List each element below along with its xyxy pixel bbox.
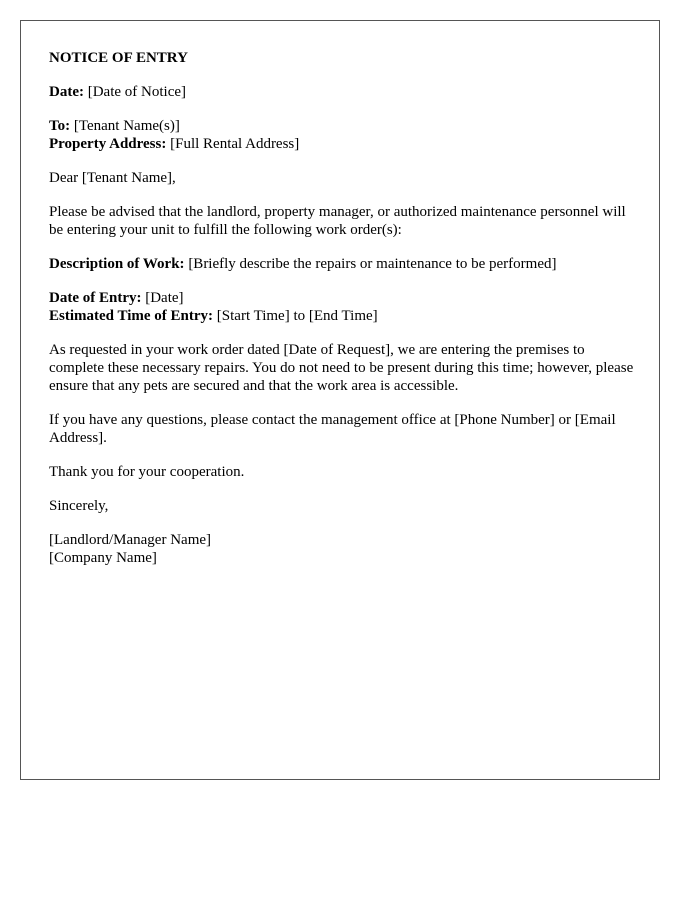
work-description-line [49,255,639,273]
entry-time-line [49,307,639,325]
body-paragraph: As requested in your work order dated [Date of Request], we are entering the premises to complete these necessary repairs. You do not need to be present during this time; however, please ensure that any pets are secured and that the work area is accessible. [49,342,634,394]
entry-date-label: Date of Entry: [49,290,142,306]
date-line [49,83,639,101]
work-value: [Briefly describe the repairs or maintenance to be performed] [188,256,557,272]
entry-date-value: [Date] [145,290,184,306]
work-label: Description of Work: [49,256,185,272]
notice-title: NOTICE OF ENTRY [49,50,188,66]
thanks-line: Thank you for your cooperation. [49,464,245,480]
entry-time-value: [Start Time] to [End Time] [216,308,378,324]
to-value: [Tenant Name(s)] [73,118,180,134]
date-value: [Date of Notice] [87,84,187,100]
property-value: [Full Rental Address] [170,136,300,152]
signer-name: [Landlord/Manager Name] [49,532,212,548]
signer-company: [Company Name] [49,550,157,566]
greeting: Dear [Tenant Name], [49,170,176,186]
closing-line: Sincerely, [49,498,109,514]
entry-time-label: Estimated Time of Entry: [49,308,214,324]
recipient-block [49,117,639,153]
to-label: To: [49,118,71,134]
to-line [49,117,639,135]
questions-paragraph: If you have any questions, please contact the management office at [Phone Number] or [Email Address]. [49,412,616,446]
property-label: Property Address: [49,136,167,152]
property-line [49,135,639,153]
date-label: Date: [49,84,84,100]
entry-date-line [49,289,639,307]
intro-paragraph: Please be advised that the landlord, property manager, or authorized maintenance personnel will be entering your unit to fulfill the following work order(s): [49,204,626,238]
entry-block [49,289,639,325]
letter-content [49,49,639,583]
signature-block [49,531,639,567]
notice-letter [20,20,660,780]
